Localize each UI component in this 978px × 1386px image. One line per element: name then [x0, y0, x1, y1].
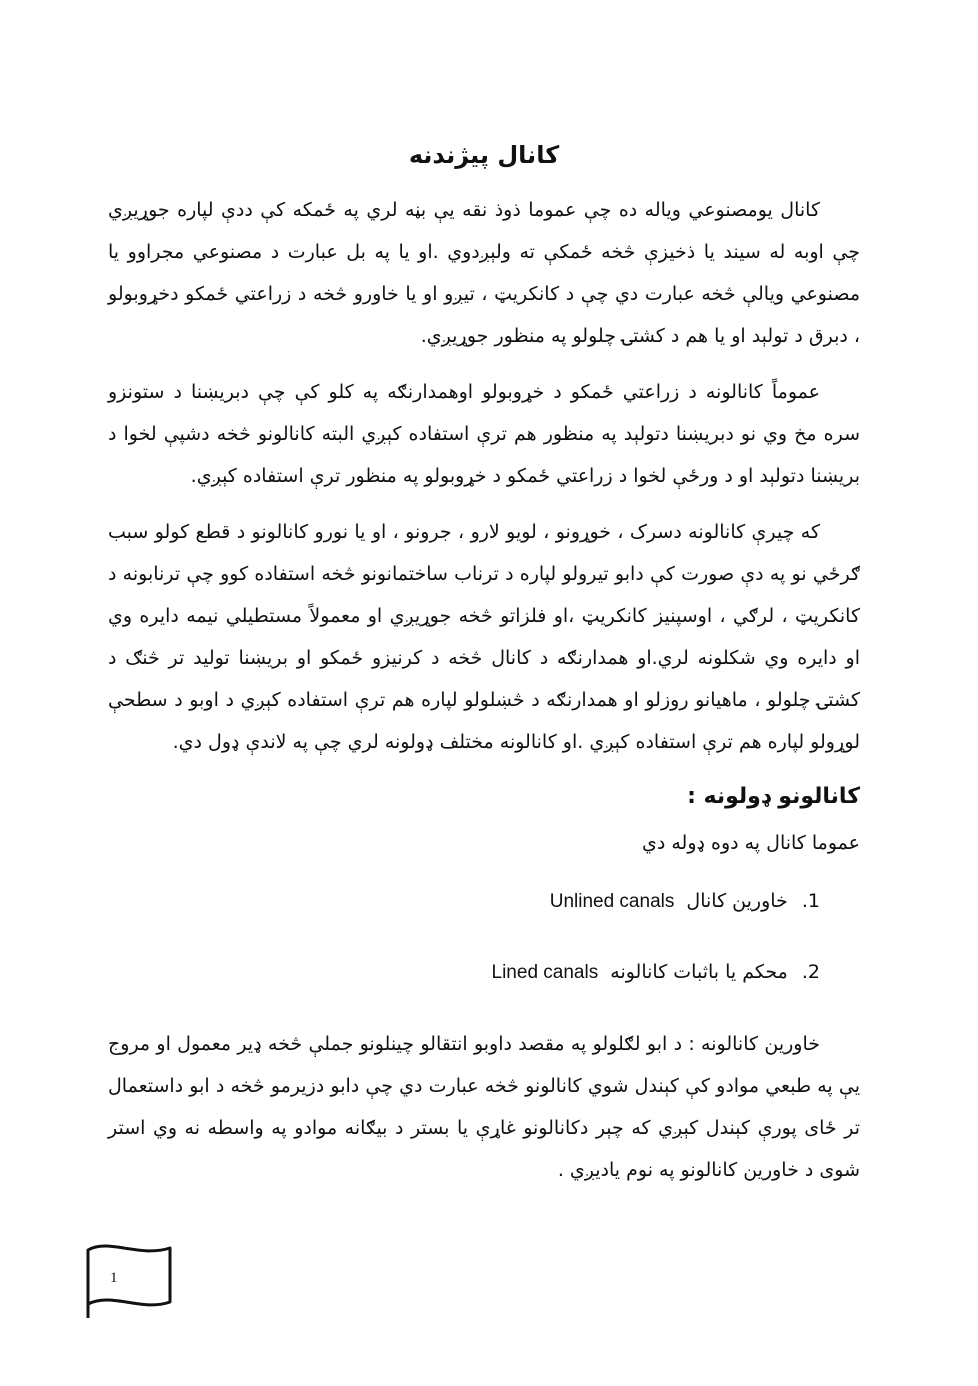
paragraph-crossings: که چیرې کانالونه دسرک ، خوړونو ، لویو لارو ، جرونو ، او یا نورو کانالونو د قطع کولو سبب ګرځي نو په دې صورت کې دابو تیرولو لپاره د ترناب ساختمانونو څخه استفاده کوو چې ترنابونه د کانکریټ ، لرګي ، اوسپنیز کانکریټ ،او فلزاتو څخه جوړیږي او معمولاً مستطیلي نیمه دایره وي او دایره وي شکلونه لري.او همدارنګه د کانال څخه د کرنیزو ځمکو او بریښنا تولید تر څنګ د کشتۍ چلولو ، ماهیانو روزلو او همدارنګه د څښلولو لپاره هم ترې استفاده کېږي د اوبو د سطحې لوړولو لپاره هم ترې استفاده کېږي .او کانالونه مختلف ډولونه لري چې په لاندې ډول دي. [108, 521, 860, 754]
canal-types-intro: عموما کانال په دوه ډوله دي [641, 832, 860, 855]
list-number: 1. [801, 890, 820, 913]
paragraph-unlined-canals: خاورین کانالونه : د ابو لګلولو په مقصد داوبو انتقالو چینلونو جملې څخه ډیر معمول او مروج یې په طبعي موادو کې کېندل شوي کانالونو څخه عبارت دي چې دابو دزیرمو څخه د ابو داستعمال تر ځای پورې کېندل کېږي که چېر دکانالونو غاړې یا بستر د بیګانه موادو په واسطه نه وي استر شوی د خاورین کانالونو په نوم یادیږي . [108, 1033, 860, 1182]
list-label: محکم یا باثبات کانالونه [610, 961, 788, 984]
list-english-label: Unlined canals [549, 891, 675, 913]
section-heading-canal-types: کانالونو ډولونه : [687, 784, 860, 810]
list-english-label: Lined canals [491, 962, 599, 984]
list-number: 2. [801, 961, 820, 984]
page-number: 1 [110, 1270, 118, 1286]
paragraph-uses: عموماً کانالونه د زراعتي ځمکو د خړوبولو اوهمدارنګه په کلو کې چې دبریښنا د ستونزو سره مخ وي نو دبریښنا دتولېد په منظور هم ترې استفاده کېږي البته کانالونو څخه دشپې لخوا د بریښنا دتولېد او د ورځې لخوا د زراعتي ځمکو د خړوبولو په منظور ترې استفاده کېږي. [108, 381, 860, 488]
canal-types-list [108, 881, 860, 993]
list-label: خاورین کانال [686, 890, 788, 913]
paragraph-definition: کانال یومصنوعي ویاله ده چې عموما ذوذ نقه یې بڼه لري په ځمکه کې ددې لپاره جوړیږي چې اوبه له سیند یا ذخیزې څخه ځمکې ته ولېږدوي .او یا په بل عبارت د مصنوعي مجراوو یا مصنوعي ویالې څخه عبارت دي چې د کانکریټ ، تیږو او یا خاورو څخه د زراعتي ځمکو دخړوبولو ، دبرق د تولېد او یا هم د کشتۍ چلولو په منظور جوړیږي. [108, 199, 860, 348]
page-title: کانال پیژندنه [408, 141, 560, 169]
document-body [108, 140, 860, 1205]
list-item-lined [108, 952, 860, 993]
list-item-unlined [108, 881, 860, 922]
page-flag-icon [84, 1240, 174, 1320]
